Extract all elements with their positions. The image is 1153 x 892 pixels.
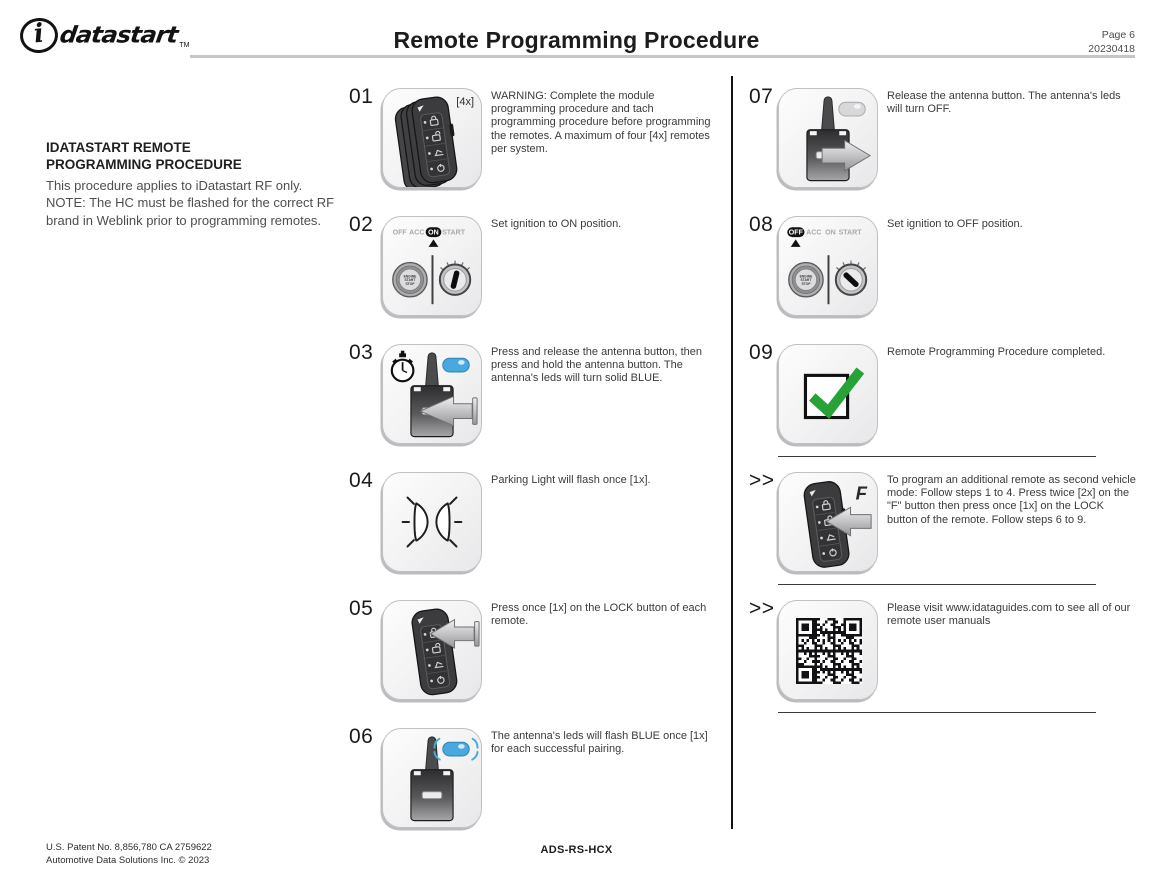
section-rule <box>778 712 1096 713</box>
parking-light-flash-icon <box>382 472 482 572</box>
step-08 <box>749 213 1143 344</box>
column-divider <box>731 76 733 829</box>
ignition-label-start: START <box>442 229 466 237</box>
qr-code-graphic-wrap <box>796 618 862 684</box>
page-number: Page 6 <box>1101 29 1135 41</box>
revision-date: 20230418 <box>1088 42 1135 55</box>
step-02 <box>349 213 731 344</box>
remotes-4x-icon <box>382 88 482 188</box>
step-description: The antenna's leds will flash BLUE once [1x] for each successful pairing. <box>491 730 708 756</box>
sidebar-heading-line2: PROGRAMMING PROCEDURE <box>46 157 242 173</box>
section-rule <box>778 584 1096 585</box>
led-off-icon <box>839 102 865 116</box>
logo-trademark: TM <box>179 42 190 49</box>
stopwatch-icon <box>392 351 414 382</box>
svg-text:STOP: STOP <box>801 282 811 287</box>
step-description: Please visit www.idataguides.com to see all of our remote user manuals <box>887 602 1131 628</box>
ignition-off-icon <box>778 216 878 316</box>
page-info <box>1088 29 1135 56</box>
quantity-badge: [4x] <box>456 96 474 108</box>
steps-column-right <box>749 85 1143 728</box>
svg-text:STOP: STOP <box>405 282 415 287</box>
completed-check-icon <box>778 344 878 444</box>
ignition-label-off-active: OFF <box>788 229 803 237</box>
key-cylinder-off-icon <box>836 261 866 295</box>
steps-column-left <box>349 85 731 856</box>
f-button-label: F <box>855 482 868 504</box>
antenna-stem-icon <box>822 97 835 130</box>
svg-text:ENGINE: ENGINE <box>403 274 417 279</box>
step-number: 09 <box>749 341 774 364</box>
sidebar-heading <box>46 139 344 174</box>
step-description: Set ignition to ON position. <box>491 218 622 230</box>
step-chevrons: >> <box>749 469 775 492</box>
step-description: Release the antenna button. The antenna's leds will turn OFF. <box>887 90 1121 116</box>
intro-sidebar <box>46 139 344 230</box>
antenna-press-hold-icon <box>382 344 482 444</box>
step-user-manuals <box>749 597 1143 728</box>
svg-text:START: START <box>404 278 416 283</box>
step-number: 03 <box>349 341 374 364</box>
sidebar-heading-line1: IDATASTART REMOTE <box>46 140 191 155</box>
key-cylinder-on-icon <box>440 261 470 295</box>
antenna-led-blue-flash-icon <box>382 728 482 828</box>
svg-text:START: START <box>800 278 812 283</box>
step-09 <box>749 341 1143 472</box>
step-description: Set ignition to OFF position. <box>887 218 1023 230</box>
ignition-label-off: OFF <box>392 229 407 237</box>
page-title: Remote Programming Procedure <box>393 27 760 53</box>
step-01 <box>349 85 731 216</box>
antenna-release-icon <box>778 88 878 188</box>
step-additional-remote <box>749 469 1143 600</box>
svg-text:ENGINE: ENGINE <box>799 274 813 279</box>
step-description: Parking Light will flash once [1x]. <box>491 474 651 486</box>
part-number: ADS-RS-HCX <box>540 844 613 856</box>
led-blue-icon <box>443 358 469 372</box>
ignition-label-acc: ACC <box>806 229 822 237</box>
position-pointer-icon <box>791 239 801 247</box>
step-number: 04 <box>349 469 374 492</box>
qr-code-icon <box>778 600 878 700</box>
step-number: 07 <box>749 85 774 108</box>
step-number: 06 <box>349 725 374 748</box>
patent-line: U.S. Patent No. 8,856,780 CA 2759622 <box>46 842 212 853</box>
ignition-label-acc: ACC <box>409 229 425 237</box>
logo-i: i <box>32 18 46 49</box>
ignition-on-icon <box>382 216 482 316</box>
step-06 <box>349 725 731 856</box>
remote-f-button-icon <box>778 472 878 572</box>
ignition-label-on-active: ON <box>428 229 439 237</box>
antenna-stem-icon <box>426 353 439 386</box>
led-blue-flash-icon <box>443 742 469 756</box>
step-description: WARNING: Complete the module programming procedure and tach programming procedure before programming the remotes. A maximum of four [4x] remotes per system. <box>491 90 711 155</box>
header-divider <box>190 55 1135 58</box>
step-03 <box>349 341 731 472</box>
step-description: Press and release the antenna button, then press and hold the antenna button. The antenna's leds will turn solid BLUE. <box>491 346 702 385</box>
logo-wordmark: datastart <box>58 21 180 49</box>
step-number: 08 <box>749 213 774 236</box>
position-pointer-icon <box>429 239 439 247</box>
step-description: To program an additional remote as second vehicle mode: Follow steps 1 to 4. Press twice [2x] on the "F" button then press once [1x] on the LOCK button of the remote. Follow steps 6 to 9. <box>887 474 1136 526</box>
ignition-label-on: ON <box>825 229 836 237</box>
copyright-line: Automotive Data Solutions Inc. © 2023 <box>46 854 210 866</box>
step-number: 01 <box>349 85 374 108</box>
section-rule <box>778 456 1096 457</box>
engine-start-stop-button-icon <box>789 263 823 297</box>
ignition-label-start: START <box>838 229 862 237</box>
step-description: Press once [1x] on the LOCK button of each remote. <box>491 602 707 628</box>
step-description: Remote Programming Procedure completed. <box>887 346 1106 358</box>
remote-lock-press-icon <box>382 600 482 700</box>
step-number: 05 <box>349 597 374 620</box>
qr-code-graphic <box>796 618 862 684</box>
step-04 <box>349 469 731 600</box>
step-05 <box>349 597 731 728</box>
step-number: 02 <box>349 213 374 236</box>
step-07 <box>749 85 1143 216</box>
engine-start-stop-button-icon <box>393 263 427 297</box>
step-chevrons: >> <box>749 597 775 620</box>
sidebar-note: This procedure applies to iDatastart RF only. NOTE: The HC must be flashed for the correct RF brand in Weblink prior to programming remotes. <box>46 177 335 229</box>
